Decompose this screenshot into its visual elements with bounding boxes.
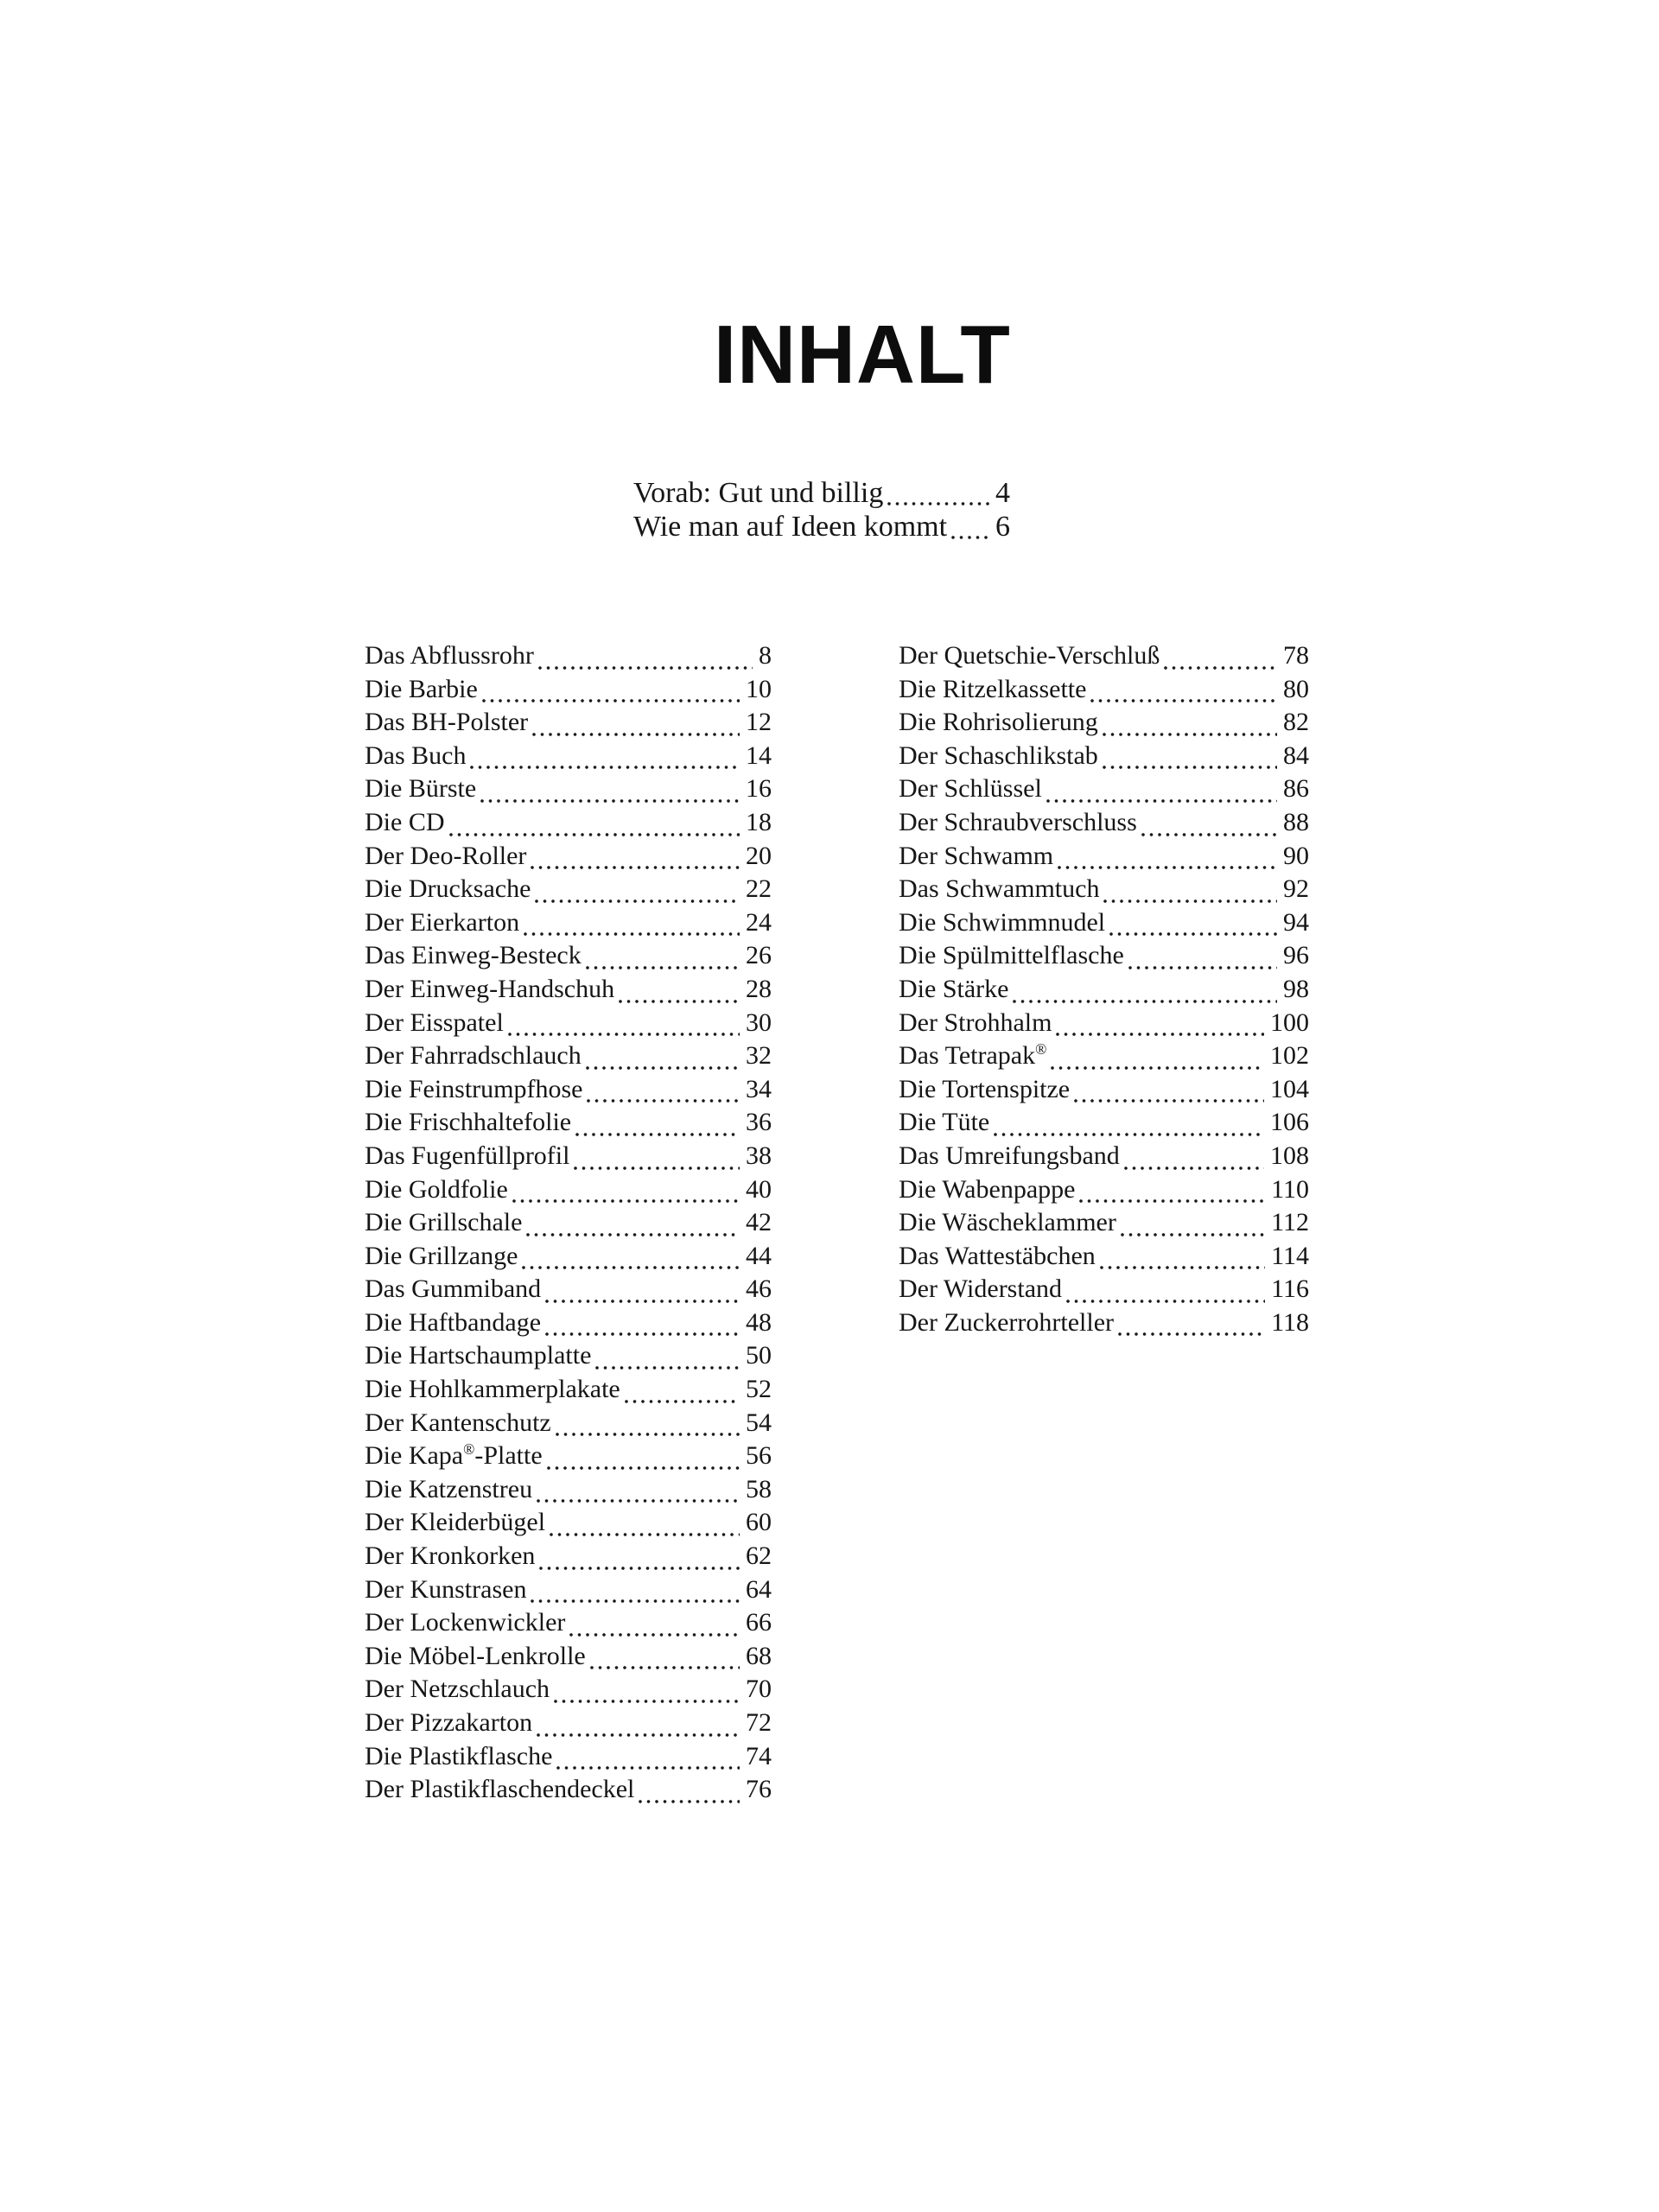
entry-label: Der Quetschie-Verschluß <box>899 641 1160 670</box>
dot-leader <box>1013 1000 1277 1003</box>
entry-label: Der Eisspatel <box>365 1007 504 1037</box>
toc-entry <box>365 1708 772 1742</box>
toc-entry <box>899 774 1309 808</box>
entry-page-number: 114 <box>1271 1241 1309 1270</box>
entry-page-number: 94 <box>1283 907 1309 937</box>
toc-entry <box>365 1242 772 1275</box>
dot-leader <box>586 966 740 969</box>
entry-label: Das Schwammtuch <box>899 874 1100 904</box>
toc-entry <box>365 908 772 942</box>
entry-label: Vorab: Gut und billig <box>633 477 884 509</box>
entry-page-number: 56 <box>746 1441 772 1471</box>
entry-label: Das Einweg-Besteck <box>365 941 582 970</box>
entry-page-number: 52 <box>746 1375 772 1404</box>
page-title: INHALT <box>714 308 1011 402</box>
dot-leader <box>619 1000 740 1003</box>
toc-entry <box>365 1208 772 1242</box>
toc-entry <box>365 842 772 875</box>
toc-entry <box>365 741 772 775</box>
page-content <box>365 0 1309 2212</box>
entry-page-number: 32 <box>746 1041 772 1071</box>
toc-entry <box>365 874 772 908</box>
toc-entry <box>365 1642 772 1675</box>
toc-entry <box>899 842 1309 875</box>
entry-label: Die Rohrisolierung <box>899 708 1098 737</box>
entry-page-number: 116 <box>1271 1274 1309 1304</box>
entry-label: Der Eierkarton <box>365 907 520 937</box>
toc-entry <box>365 1575 772 1609</box>
entry-page-number: 86 <box>1283 774 1309 804</box>
dot-leader <box>470 766 740 769</box>
entry-label: Die Grillzange <box>365 1241 518 1270</box>
entry-label: Der Kleiderbügel <box>365 1508 546 1537</box>
entry-label: Der Schwamm <box>899 841 1054 870</box>
entry-page-number: 76 <box>746 1775 772 1804</box>
dot-leader <box>1058 866 1277 869</box>
entry-label: Die Schwimmnudel <box>899 907 1106 937</box>
entry-page-number: 74 <box>746 1741 772 1770</box>
toc-entry <box>899 941 1309 975</box>
entry-label: Der Zuckerrohrteller <box>899 1307 1115 1337</box>
entry-label: Die Katzenstreu <box>365 1474 533 1503</box>
dot-leader <box>537 1499 740 1503</box>
entry-label: Die CD <box>365 807 445 836</box>
entry-label: Der Pizzakarton <box>365 1708 533 1737</box>
entry-page-number: 104 <box>1270 1074 1309 1103</box>
dot-leader <box>538 666 753 670</box>
entry-label: Die Plastikflasche <box>365 1741 553 1770</box>
dot-leader <box>1046 799 1277 803</box>
entry-label: Die Grillschale <box>365 1208 523 1237</box>
entry-page-number: 82 <box>1283 708 1309 737</box>
dot-leader <box>512 1199 740 1203</box>
toc-entry <box>899 1308 1309 1342</box>
toc-entry <box>365 708 772 741</box>
entry-label: Die Tortenspitze <box>899 1074 1071 1103</box>
dot-leader <box>508 1033 740 1036</box>
entry-label: Wie man auf Ideen kommt <box>633 511 948 543</box>
entry-label: Die Haftbandage <box>365 1307 542 1337</box>
intro-entry <box>633 477 1010 511</box>
intro-list <box>633 477 1010 544</box>
toc-entry <box>899 1141 1309 1175</box>
entry-page-number: 42 <box>746 1208 772 1237</box>
entry-label: Die Spülmittelflasche <box>899 941 1124 970</box>
toc-entry <box>365 1141 772 1175</box>
dot-leader <box>545 1332 740 1336</box>
toc-entry <box>365 1008 772 1042</box>
toc-entry <box>365 1041 772 1075</box>
entry-label: Der Kantenschutz <box>365 1408 551 1437</box>
entry-page-number: 10 <box>746 674 772 703</box>
dot-leader <box>554 1700 740 1703</box>
entry-page-number: 8 <box>759 641 772 670</box>
toc-entry <box>899 1274 1309 1308</box>
entry-label: Das Abflussrohr <box>365 641 534 670</box>
dot-leader <box>1164 666 1277 670</box>
dot-leader <box>575 1133 740 1136</box>
entry-page-number: 106 <box>1270 1108 1309 1137</box>
toc-entry <box>365 675 772 709</box>
dot-leader <box>482 699 740 702</box>
dot-leader <box>449 833 741 836</box>
toc-entry <box>899 808 1309 842</box>
entry-label: Die Tüte <box>899 1108 990 1137</box>
intro-entry <box>633 511 1010 544</box>
entry-page-number: 80 <box>1283 674 1309 703</box>
dot-leader <box>547 1466 740 1470</box>
dot-leader <box>1103 766 1277 769</box>
entry-label: Der Strohhalm <box>899 1007 1052 1037</box>
entry-label: Der Einweg-Handschuh <box>365 974 615 1003</box>
dot-leader <box>1100 1266 1265 1269</box>
toc-entry <box>365 975 772 1008</box>
dot-leader <box>639 1800 740 1803</box>
entry-label: Die Bürste <box>365 774 477 804</box>
toc-entry <box>365 808 772 842</box>
entry-label: Die Möbel-Lenkrolle <box>365 1641 586 1670</box>
dot-leader <box>1103 899 1277 903</box>
entry-label: Das Gummiband <box>365 1274 542 1304</box>
entry-page-number: 38 <box>746 1141 772 1170</box>
entry-label: Der Kunstrasen <box>365 1574 527 1604</box>
entry-page-number: 88 <box>1283 807 1309 836</box>
entry-page-number: 84 <box>1283 741 1309 770</box>
entry-page-number: 48 <box>746 1307 772 1337</box>
toc-entry <box>899 675 1309 709</box>
entry-page-number: 108 <box>1270 1141 1309 1170</box>
dot-leader <box>531 1599 740 1603</box>
entry-page-number: 96 <box>1283 941 1309 970</box>
entry-page-number: 78 <box>1283 641 1309 670</box>
entry-page-number: 50 <box>746 1341 772 1370</box>
entry-label: Der Lockenwickler <box>365 1608 566 1637</box>
dot-leader <box>556 1766 740 1770</box>
toc-entry <box>365 1175 772 1209</box>
entry-page-number: 22 <box>746 874 772 904</box>
entry-page-number: 4 <box>995 477 1010 509</box>
entry-label: Die Kapa®-Platte <box>365 1440 543 1471</box>
toc-entry <box>365 641 772 675</box>
toc-entry <box>899 741 1309 775</box>
toc-column-left <box>365 641 772 1808</box>
entry-page-number: 100 <box>1270 1007 1309 1037</box>
dot-leader <box>951 536 989 539</box>
entry-label: Das Wattestäbchen <box>899 1241 1096 1270</box>
dot-leader <box>1118 1332 1265 1336</box>
toc-entry <box>365 1541 772 1575</box>
entry-page-number: 34 <box>746 1074 772 1103</box>
entry-label: Die Goldfolie <box>365 1174 508 1204</box>
toc-entry <box>899 1008 1309 1042</box>
entry-label: Die Barbie <box>365 674 478 703</box>
toc-entry <box>899 1041 1309 1075</box>
entry-page-number: 16 <box>746 774 772 804</box>
dot-leader <box>556 1433 740 1436</box>
toc-entry <box>899 908 1309 942</box>
entry-page-number: 46 <box>746 1274 772 1304</box>
toc-entry <box>899 975 1309 1008</box>
toc-column-right <box>899 641 1309 1341</box>
dot-leader <box>1121 1233 1265 1236</box>
entry-label: Der Schlüssel <box>899 774 1042 804</box>
entry-page-number: 14 <box>746 741 772 770</box>
entry-page-number: 112 <box>1271 1208 1309 1237</box>
entry-label: Das Tetrapak® <box>899 1040 1047 1071</box>
dot-leader <box>590 1666 740 1669</box>
entry-label: Die Ritzelkassette <box>899 674 1087 703</box>
dot-leader <box>480 799 740 803</box>
entry-page-number: 90 <box>1283 841 1309 870</box>
entry-page-number: 92 <box>1283 874 1309 904</box>
dot-leader <box>994 1133 1264 1136</box>
toc-entry <box>365 1508 772 1541</box>
entry-label: Der Schraubverschluss <box>899 807 1137 836</box>
entry-label: Der Deo-Roller <box>365 841 527 870</box>
entry-page-number: 44 <box>746 1241 772 1270</box>
toc-entry <box>899 1075 1309 1109</box>
entry-page-number: 18 <box>746 807 772 836</box>
dot-leader <box>1103 733 1277 736</box>
toc-entry <box>899 1242 1309 1275</box>
dot-leader <box>1128 966 1277 969</box>
dot-leader <box>1079 1199 1265 1203</box>
dot-leader <box>1109 932 1277 936</box>
dot-leader <box>524 932 740 936</box>
entry-label: Die Drucksache <box>365 874 531 904</box>
dot-leader <box>535 899 740 903</box>
entry-label: Die Wabenpappe <box>899 1174 1076 1204</box>
entry-label: Die Hartschaumplatte <box>365 1341 592 1370</box>
dot-leader <box>545 1300 740 1303</box>
toc-entry <box>365 1075 772 1109</box>
toc-entry <box>365 1108 772 1141</box>
entry-label: Das Fugenfüllprofil <box>365 1141 570 1170</box>
entry-page-number: 110 <box>1271 1174 1309 1204</box>
entry-label: Die Frischhaltefolie <box>365 1108 572 1137</box>
dot-leader <box>595 1366 740 1370</box>
entry-page-number: 102 <box>1270 1041 1309 1071</box>
toc-entry <box>899 874 1309 908</box>
toc-entry <box>365 941 772 975</box>
entry-page-number: 70 <box>746 1675 772 1704</box>
entry-page-number: 58 <box>746 1474 772 1503</box>
toc-entry <box>899 1175 1309 1209</box>
dot-leader <box>526 1233 740 1236</box>
entry-page-number: 30 <box>746 1007 772 1037</box>
entry-page-number: 66 <box>746 1608 772 1637</box>
entry-page-number: 24 <box>746 907 772 937</box>
dot-leader <box>1141 833 1277 836</box>
toc-entry <box>365 1341 772 1375</box>
toc-entry <box>899 641 1309 675</box>
dot-leader <box>1056 1033 1264 1036</box>
entry-label: Die Feinstrumpfhose <box>365 1074 583 1103</box>
dot-leader <box>550 1533 740 1536</box>
entry-page-number: 64 <box>746 1574 772 1604</box>
toc-entry <box>365 1742 772 1776</box>
entry-label: Das Buch <box>365 741 467 770</box>
toc-entry <box>365 1775 772 1808</box>
toc-entry <box>365 1441 772 1475</box>
entry-label: Der Plastikflaschendeckel <box>365 1775 635 1804</box>
dot-leader <box>1066 1300 1265 1303</box>
entry-label: Der Schaschlikstab <box>899 741 1098 770</box>
toc-entry <box>365 1475 772 1509</box>
dot-leader <box>522 1266 740 1269</box>
entry-page-number: 98 <box>1283 974 1309 1003</box>
entry-page-number: 28 <box>746 974 772 1003</box>
toc-entry <box>365 1608 772 1642</box>
dot-leader <box>532 733 740 736</box>
entry-label: Der Netzschlauch <box>365 1675 550 1704</box>
entry-page-number: 26 <box>746 941 772 970</box>
entry-label: Die Wäscheklammer <box>899 1208 1116 1237</box>
toc-entry <box>899 1108 1309 1141</box>
entry-label: Der Fahrradschlauch <box>365 1041 582 1071</box>
entry-page-number: 36 <box>746 1108 772 1137</box>
toc-entry <box>365 1408 772 1442</box>
entry-page-number: 62 <box>746 1541 772 1571</box>
entry-page-number: 54 <box>746 1408 772 1437</box>
dot-leader <box>569 1633 740 1637</box>
entry-page-number: 118 <box>1271 1307 1309 1337</box>
dot-leader <box>586 1066 740 1070</box>
dot-leader <box>1090 699 1277 702</box>
dot-leader <box>1074 1099 1264 1103</box>
toc-entry <box>365 1308 772 1342</box>
toc-entry <box>365 1375 772 1408</box>
dot-leader <box>1051 1066 1264 1070</box>
entry-page-number: 12 <box>746 708 772 737</box>
entry-page-number: 20 <box>746 841 772 870</box>
toc-entry <box>899 708 1309 741</box>
dot-leader <box>887 502 989 505</box>
dot-leader <box>1124 1166 1264 1170</box>
entry-page-number: 72 <box>746 1708 772 1737</box>
dot-leader <box>539 1567 740 1570</box>
dot-leader <box>587 1099 740 1103</box>
entry-label: Das BH-Polster <box>365 708 529 737</box>
toc-entry <box>365 1274 772 1308</box>
entry-page-number: 6 <box>995 511 1010 543</box>
entry-page-number: 40 <box>746 1174 772 1204</box>
toc-entry <box>365 1675 772 1708</box>
dot-leader <box>574 1166 740 1170</box>
entry-label: Der Widerstand <box>899 1274 1063 1304</box>
dot-leader <box>531 866 740 869</box>
entry-label: Der Kronkorken <box>365 1541 536 1571</box>
entry-label: Die Stärke <box>899 974 1009 1003</box>
entry-label: Das Umreifungsband <box>899 1141 1120 1170</box>
dot-leader <box>537 1733 740 1737</box>
toc-entry <box>365 774 772 808</box>
entry-page-number: 68 <box>746 1641 772 1670</box>
toc-entry <box>899 1208 1309 1242</box>
dot-leader <box>625 1400 740 1403</box>
entry-page-number: 60 <box>746 1508 772 1537</box>
entry-label: Die Hohlkammerplakate <box>365 1375 620 1404</box>
